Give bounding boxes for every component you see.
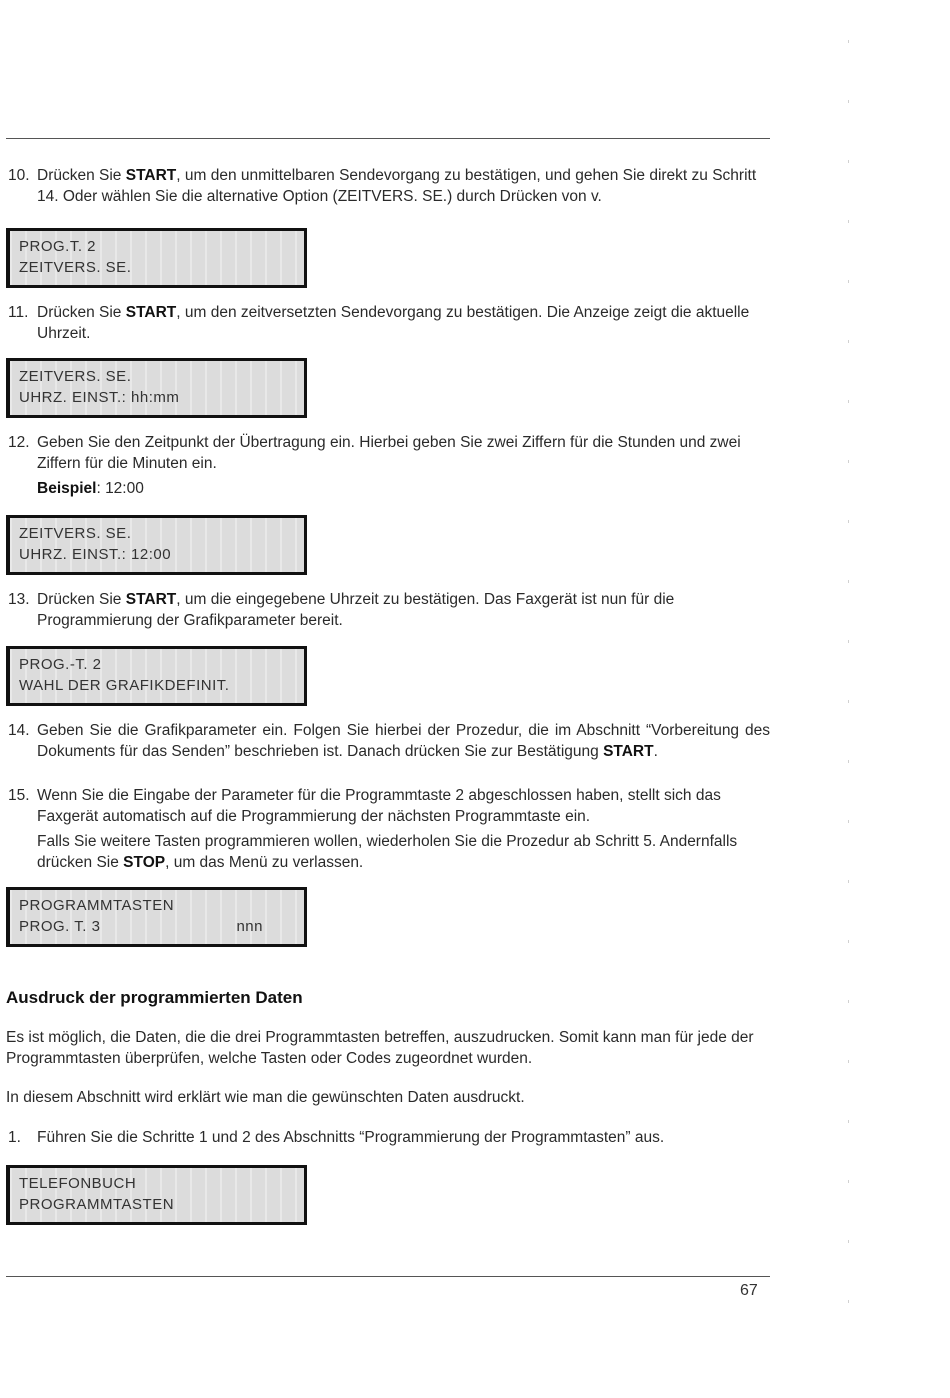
lcd-line-1: PROG.-T. 2 — [19, 656, 102, 673]
lcd-display-5 — [6, 887, 307, 947]
step-text: Drücken Sie START, um den unmittelbaren Sendevorgang zu bestätigen, und gehen Sie direkt zu Schritt 14. Oder wählen Sie die alternative Option (ZEITVERS. SE.) durch Drücken von v. — [37, 167, 757, 205]
section-heading: Ausdruck der programmierten Daten — [6, 988, 303, 1007]
step-number: 15. — [8, 787, 30, 804]
top-rule — [6, 138, 770, 139]
step-11 — [8, 302, 770, 344]
lcd-display-6 — [6, 1165, 307, 1225]
lcd-line-1: TELEFONBUCH — [19, 1175, 137, 1192]
step-12 — [8, 432, 770, 499]
bottom-rule — [6, 1276, 770, 1277]
example: Beispiel: 12:00 — [37, 480, 144, 497]
lcd-line-1: ZEITVERS. SE. — [19, 368, 132, 385]
step-13 — [8, 589, 770, 631]
step-text: Geben Sie den Zeitpunkt der Übertragung ein. Hierbei geben Sie zwei Ziffern für die Stunden und zwei Ziffern für die Minuten ein. — [37, 434, 741, 472]
step-text: Drücken Sie START, um die eingegebene Uhrzeit zu bestätigen. Das Faxgerät ist nun für die Programmierung der Grafikparameter bereit. — [37, 591, 675, 629]
step-15 — [8, 785, 770, 873]
lcd-display-3 — [6, 515, 307, 575]
step-number: 14. — [8, 722, 30, 739]
step-number: 10. — [8, 167, 30, 184]
lcd-line-2: WAHL DER GRAFIKDEFINIT. — [19, 677, 230, 694]
lcd-line-1: ZEITVERS. SE. — [19, 525, 132, 542]
lcd-display-2 — [6, 358, 307, 418]
lcd-placeholder: nnn — [236, 918, 263, 935]
step-10 — [8, 165, 770, 207]
lcd-line-2: ZEITVERS. SE. — [19, 259, 132, 276]
section-paragraph-1: Es ist möglich, die Daten, die die drei Programmtasten betreffen, auszudrucken. Somit kann man für jede der Programmtasten überprüfen, welche Tasten oder Codes zugeordnet wurden. — [6, 1029, 754, 1067]
step-number: 12. — [8, 434, 30, 451]
lcd-line-1: PROG.T. 2 — [19, 238, 97, 255]
lcd-display-1 — [6, 228, 307, 288]
lcd-line-1: PROGRAMMTASTEN — [19, 897, 175, 914]
lcd-display-4 — [6, 646, 307, 706]
lcd-line-2: PROG. T. 3 nnn — [19, 918, 263, 935]
step-text: Drücken Sie START, um den zeitversetzten Sendevorgang zu bestätigen. Die Anzeige zeigt die aktuelle Uhrzeit. — [37, 304, 750, 342]
step-text: Geben Sie die Grafikparameter ein. Folgen Sie hierbei der Prozedur, die im Abschnitt “Vorbereitung des Dokuments für das Senden” beschrieben ist. Danach drücken Sie zur Bestätigung START. — [37, 722, 770, 760]
lcd-line-2: UHRZ. EINST.: hh:mm — [19, 389, 180, 406]
section-step-1 — [8, 1127, 770, 1148]
page-number: 67 — [740, 1282, 758, 1299]
step-14 — [8, 720, 770, 762]
step-15-note: Falls Sie weitere Tasten programmieren wollen, wiederholen Sie die Prozedur ab Schritt 5. Andernfalls drücken Sie STOP, um das Menü zu verlassen. — [37, 833, 738, 871]
step-text: Führen Sie die Schritte 1 und 2 des Abschnitts “Programmierung der Programmtasten” aus. — [37, 1129, 665, 1146]
lcd-line-2: UHRZ. EINST.: 12:00 — [19, 546, 172, 563]
lcd-line-2: PROGRAMMTASTEN — [19, 1196, 175, 1213]
step-number: 1. — [8, 1129, 21, 1146]
step-number: 13. — [8, 591, 30, 608]
step-text: Wenn Sie die Eingabe der Parameter für die Programmtaste 2 abgeschlossen haben, stellt sich das Faxgerät automatisch auf die Programmierung der nächsten Programmtaste ein. — [37, 787, 721, 825]
section-paragraph-2: In diesem Abschnitt wird erklärt wie man die gewünschten Daten ausdruckt. — [6, 1089, 525, 1106]
scan-margin-marks — [848, 40, 849, 1340]
step-number: 11. — [8, 304, 29, 321]
